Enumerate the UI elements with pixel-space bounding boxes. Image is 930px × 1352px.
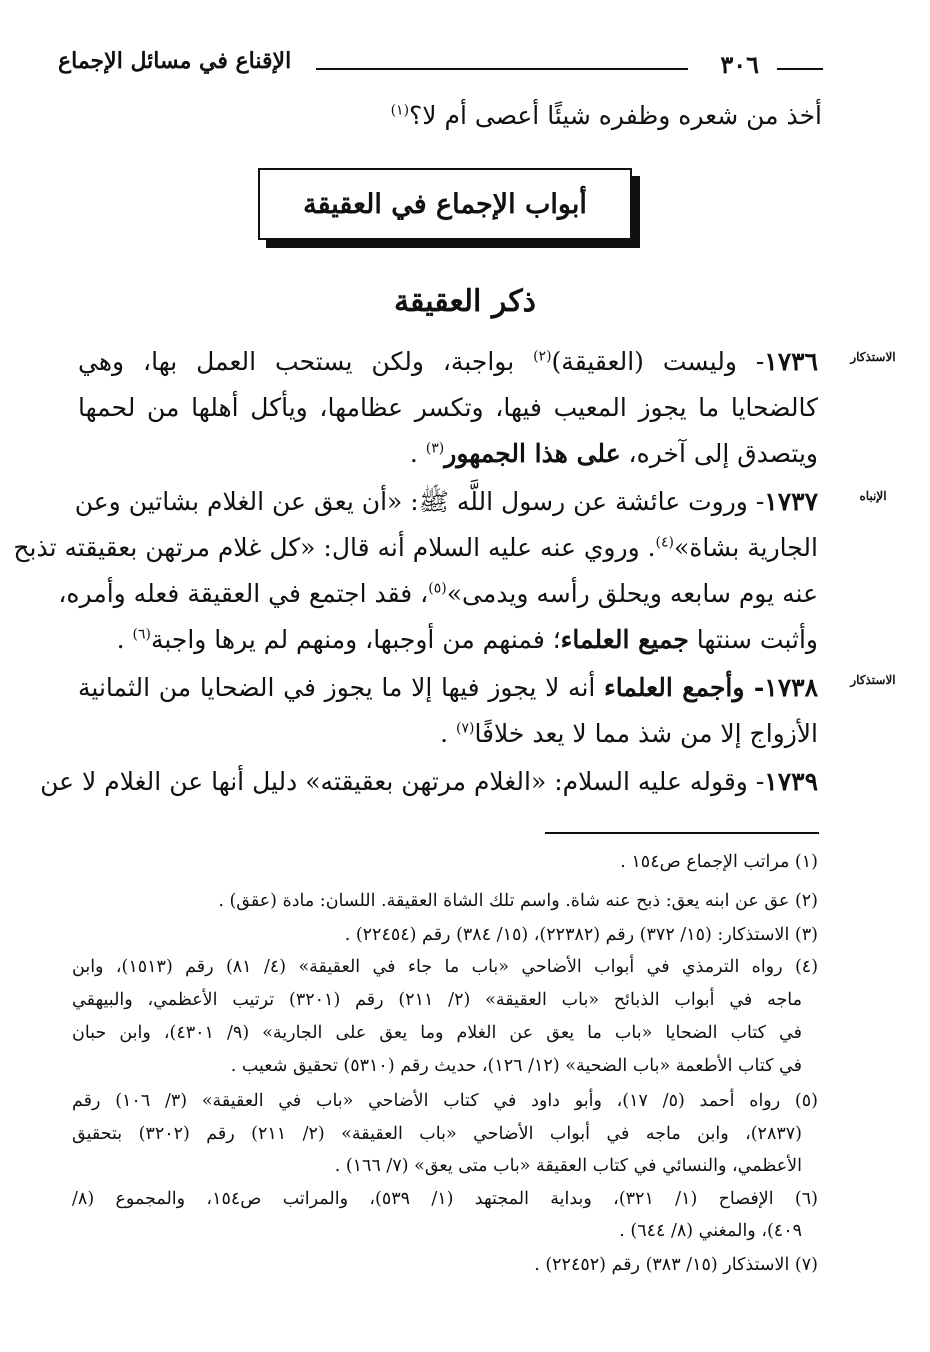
footnote-ref: (٤) (655, 534, 675, 551)
paragraph-text: ؛ فمنهم من أوجبها، ومنهم لم يرها واجبة (150, 625, 561, 654)
section-title: ذكر العقيقة (393, 284, 537, 319)
paragraph-1737-line-1 (74, 478, 818, 526)
paragraph-text: . (116, 625, 133, 654)
paragraph-1738-line-2 (440, 710, 818, 758)
paragraph-text: الأزواج إلا من شذ مما لا يعد خلافًا (474, 719, 818, 748)
paragraph-1737-line-3 (58, 570, 818, 618)
footnote-2: (٢) عق عن ابنه يعق: ذبح عنه شاة. واسم تلك الشاة العقيقة. اللسان: مادة (عقق) . (218, 891, 818, 911)
paragraph-number: ١٧٣٩ (764, 767, 818, 796)
carryover-text: أخذ من شعره وظفره شيئًا أعصى أم لا؟ (409, 101, 822, 130)
paragraph-number: ١٧٣٨ (764, 673, 818, 702)
footnote-ref: (٦) (132, 626, 151, 643)
header-rule-right (777, 68, 823, 70)
paragraph-number: ١٧٣٦ (764, 347, 818, 376)
paragraph-number: ١٧٣٧ (764, 487, 818, 516)
footnote-6-line-1: (٦) الإفصاح (١/ ٣٢١)، وبداية المجتهد (١/ ٥٣٩)، والمراتب ص١٥٤، والمجموع (٨/ (72, 1189, 818, 1209)
paragraph-text: - وقوله عليه السلام: «الغلام مرتهن بعقيقته» دليل أنها عن الغلام لا عن (40, 767, 765, 796)
chapter-title: أبواب الإجماع في العقيقة (303, 188, 587, 220)
paragraph-text: - وليست (العقيقة) (551, 347, 765, 376)
running-header (58, 44, 823, 84)
carryover-line (391, 92, 822, 140)
paragraph-text: - وروت عائشة عن رسول اللَّه ﷺ: «أن يعق عن الغلام بشاتين وعن (74, 487, 765, 516)
paragraph-1736-line-3 (410, 430, 818, 478)
paragraph-text: كالضحايا ما يجوز المعيب فيها، وتكسر عظامها، ويأكل أهلها من لحمها (78, 393, 818, 422)
footnote-4-line-4: في كتاب الأطعمة «باب الضحية» (١٢/ ١٢٦)، حديث رقم (٥٣١٠) تحقيق شعيب . (230, 1056, 802, 1076)
paragraph-text: ويتصدق إلى آخره، (620, 439, 818, 468)
footnote-1: (١) مراتب الإجماع ص١٥٤ . (620, 852, 818, 872)
paragraph-text: الجارية بشاة» (674, 533, 818, 562)
footnote-4-line-1: (٤) رواه الترمذي في أبواب الأضاحي «باب ما جاء في العقيقة» (٤/ ٨١) رقم (١٥١٣)، وابن (72, 957, 819, 977)
paragraph-text: أنه لا يجوز فيها إلا ما يجوز في الضحايا من الثمانية (78, 673, 605, 702)
bold-phrase: - وأجمع العلماء (604, 673, 765, 702)
footnote-7: (٧) الاستذكار (١٥/ ٣٨٣) رقم (٢٢٤٥٢) . (534, 1255, 818, 1275)
margin-source-tag: الاستذكار (850, 350, 896, 364)
header-rule-middle (316, 68, 688, 70)
paragraph-1738-line-1 (78, 664, 818, 712)
bold-phrase: على هذا الجمهور (444, 439, 621, 468)
footnote-3: (٣) الاستذكار: (١٥/ ٣٧٢) رقم (٢٢٣٨٢)، (١٥/ ٣٨٤) رقم (٢٢٤٥٤) . (344, 925, 818, 945)
paragraph-1737-line-4 (117, 616, 818, 664)
footnote-ref: (١) (390, 102, 410, 119)
footnote-5-line-2: (٢٨٣٧)، وابن ماجه في أبواب الأضاحي «باب العقيقة» (٢/ ٢١١) رقم (٣٢٠٢) بتحقيق (72, 1124, 802, 1144)
footnote-ref: (٧) (455, 720, 475, 737)
paragraph-text: . (440, 719, 456, 748)
footnote-5-line-3: الأعظمي، والنسائي في كتاب العقيقة «باب متى يعق» (٧/ ١٦٦) . (334, 1156, 802, 1176)
footnote-4-line-2: ماجه في أبواب الذبائح «باب العقيقة» (٢/ ٢١١) رقم (٣٢٠١) ترتيب الأعظمي، والبيهقي (72, 990, 802, 1010)
paragraph-text: ، فقد اجتمع في العقيقة فعله وأمره، (58, 579, 429, 608)
book-title: الإقناع في مسائل الإجماع (58, 48, 292, 74)
paragraph-text: عنه يوم سابعه ويحلق رأسه ويدمى» (446, 579, 818, 608)
margin-source-tag: الاستذكار (850, 673, 896, 687)
paragraph-text: . وروي عنه عليه السلام أنه قال: «كل غلام مرتهن بعقيقته تذبح (13, 533, 656, 562)
footnote-ref: (٢) (533, 348, 552, 365)
paragraph-1736-line-1 (78, 338, 818, 386)
footnote-6-line-2: ٤٠٩)، والمغني (٨/ ٦٤٤) . (619, 1221, 802, 1241)
paragraph-text: بواجبة، ولكن يستحب العمل بها، وهي (78, 347, 534, 376)
footnote-separator (545, 832, 819, 834)
footnote-ref: (٣) (425, 440, 445, 457)
paragraph-text: وأثبت سنتها (688, 625, 818, 654)
page-number: ٣٠٦ (720, 50, 759, 79)
bold-phrase: جميع العلماء (560, 625, 689, 654)
paragraph-text: . (409, 439, 426, 468)
paragraph-1739-line-1 (40, 758, 818, 806)
paragraph-1736-line-2 (78, 384, 818, 432)
paragraph-1737-line-2 (13, 524, 818, 572)
margin-source-tag: الإنباه (859, 489, 887, 503)
footnote-5-line-1: (٥) رواه أحمد (٥/ ١٧)، وأبو داود في كتاب الأضاحي «باب في العقيقة» (٣/ ١٠٦) رقم (72, 1091, 818, 1111)
footnote-4-line-3: في كتاب الضحايا «باب ما يعق عن الغلام وما يعق على الجارية» (٩/ ٤٣٠١)، وابن حبان (72, 1023, 802, 1043)
chapter-title-box (258, 168, 632, 240)
footnote-ref: (٥) (428, 580, 447, 597)
